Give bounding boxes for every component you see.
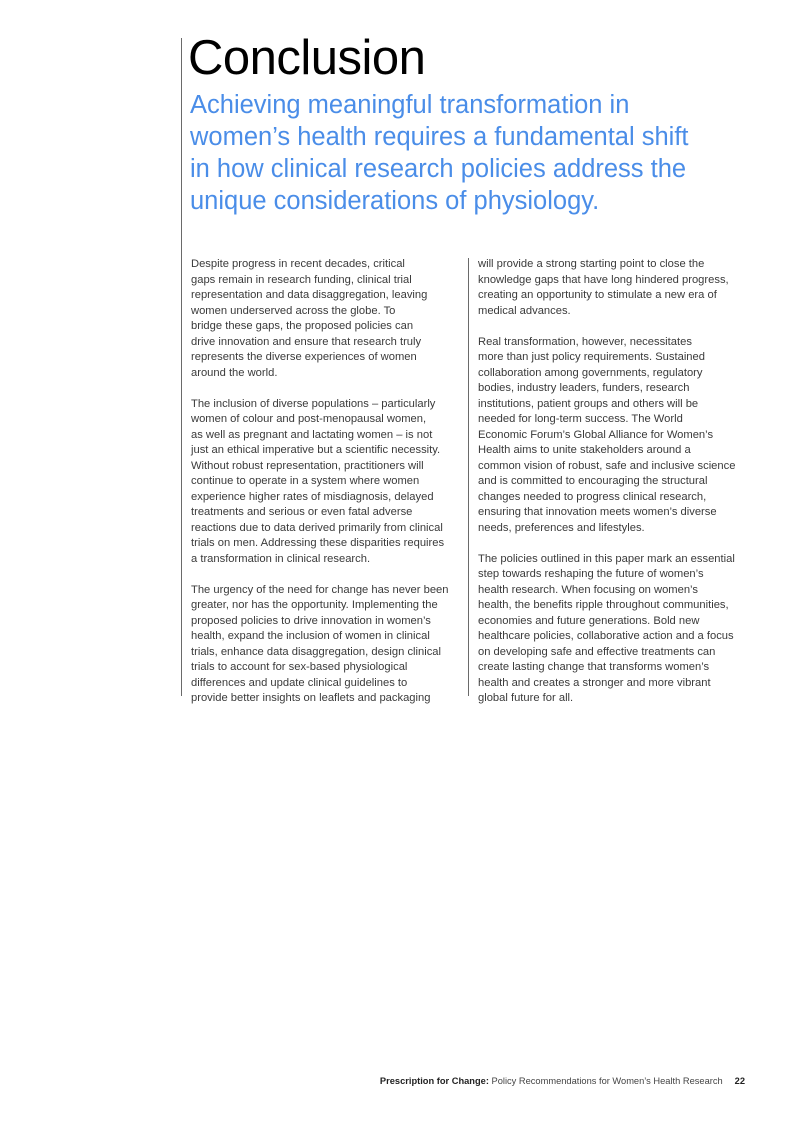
body-line: global future for all.: [478, 692, 574, 704]
body-line: Without robust representation, practitioners will: [191, 459, 424, 472]
body-line: as well as pregnant and lactating women – is not: [191, 428, 433, 441]
body-line: reactions due to data derived primarily from clinical: [191, 521, 443, 534]
left-margin-rule: [181, 38, 182, 696]
footer-report-title: Prescription for Change:: [379, 1076, 489, 1086]
body-line: women of colour and post-menopausal women,: [191, 413, 427, 425]
body-line: treatments and serious or even fatal adverse: [191, 506, 413, 518]
footer-report-subtitle: Policy Recommendations for Women’s Health Research: [488, 1076, 723, 1086]
body-line: health research. When focusing on women’s: [478, 583, 698, 596]
body-line: health and creates a stronger and more vibrant: [478, 676, 711, 689]
body-column-right: [478, 257, 758, 722]
body-paragraph: [478, 257, 758, 319]
body-line: more than just policy requirements. Sustained: [478, 351, 705, 363]
lede-line: unique considerations of physiology.: [190, 187, 600, 215]
body-line: representation and data disaggregation, leaving: [191, 289, 428, 301]
body-line: greater, nor has the opportunity. Implementing the: [191, 599, 438, 611]
page-number: 22: [734, 1076, 745, 1086]
body-line: ensuring that innovation meets women’s diverse: [478, 506, 717, 518]
body-line: healthcare policies, collaborative action and a focus: [478, 630, 734, 642]
body-line: bodies, industry leaders, funders, research: [478, 382, 690, 394]
body-line: a transformation in clinical research.: [191, 552, 371, 565]
body-line: experience higher rates of misdiagnosis, delayed: [191, 490, 434, 503]
body-line: The urgency of the need for change has never been: [191, 583, 449, 596]
body-line: proposed policies to drive innovation in women’s: [191, 614, 431, 627]
body-line: The policies outlined in this paper mark an essential: [478, 552, 735, 565]
lede-text: [190, 89, 730, 217]
body-paragraph: [191, 257, 471, 381]
body-line: Despite progress in recent decades, critical: [191, 258, 405, 270]
body-line: step towards reshaping the future of women’s: [478, 568, 704, 580]
body-line: trials to account for sex-based physiological: [191, 661, 408, 673]
body-line: gaps remain in research funding, clinical trial: [191, 273, 412, 286]
body-line: common vision of robust, safe and inclusive science: [478, 459, 736, 472]
body-paragraph: [191, 397, 471, 568]
body-line: represents the diverse experiences of women: [191, 351, 417, 363]
body-line: creating an opportunity to stimulate a new era of: [478, 289, 717, 301]
body-line: drive innovation and ensure that research truly: [191, 335, 422, 348]
page-title: Conclusion: [188, 31, 426, 85]
body-line: knowledge gaps that have long hindered progress,: [478, 273, 729, 286]
body-paragraph: [478, 335, 758, 537]
body-line: health, the benefits ripple throughout communities,: [478, 599, 729, 611]
body-line: trials, enhance data disaggregation, design clinical: [191, 645, 442, 658]
body-line: just an ethical imperative but a scientific necessity.: [191, 444, 441, 456]
body-line: Health aims to unite stakeholders around a: [478, 444, 691, 456]
body-line: create lasting change that transforms women’s: [478, 661, 710, 673]
body-line: Economic Forum’s Global Alliance for Women’s: [478, 428, 714, 441]
body-line: needed for long-term success. The World: [478, 413, 683, 425]
body-paragraph: [191, 583, 471, 707]
page-footer: [380, 1076, 745, 1086]
body-line: bridge these gaps, the proposed policies can: [191, 320, 414, 332]
body-line: and is committed to encouraging the structural: [478, 475, 708, 487]
body-line: will provide a strong starting point to close the: [478, 258, 705, 270]
body-line: economies and future generations. Bold new: [478, 614, 700, 627]
body-line: medical advances.: [478, 304, 571, 317]
body-column-left: [191, 257, 471, 722]
lede-line: Achieving meaningful transformation in: [190, 91, 630, 119]
body-line: collaboration among governments, regulatory: [478, 366, 703, 379]
body-line: needs, preferences and lifestyles.: [478, 521, 645, 534]
body-line: around the world.: [191, 366, 278, 379]
body-line: women underserved across the globe. To: [191, 304, 396, 317]
body-line: The inclusion of diverse populations – particularly: [191, 397, 436, 410]
body-line: Real transformation, however, necessitates: [478, 335, 692, 348]
lede-line: in how clinical research policies address the: [190, 155, 687, 183]
body-line: health, expand the inclusion of women in clinical: [191, 630, 430, 642]
body-line: changes needed to progress clinical research,: [478, 490, 707, 503]
body-line: trials on men. Addressing these disparities requires: [191, 537, 445, 549]
body-line: institutions, patient groups and others will be: [478, 397, 699, 410]
body-line: provide better insights on leaflets and packaging: [191, 692, 431, 704]
body-line: differences and update clinical guidelines to: [191, 676, 408, 689]
body-line: continue to operate in a system where women: [191, 475, 420, 487]
body-paragraph: [478, 552, 758, 707]
body-line: on developing safe and effective treatments can: [478, 645, 716, 658]
lede-line: women’s health requires a fundamental shift: [190, 123, 689, 151]
